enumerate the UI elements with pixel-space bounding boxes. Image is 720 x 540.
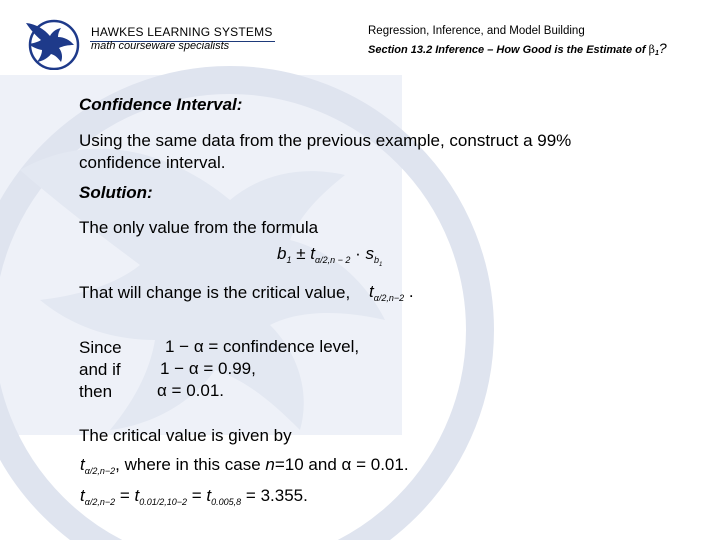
alpha-value: α = 0.01. xyxy=(341,455,409,474)
equation-confidence-level: 1 − α = confindence level, xyxy=(165,337,360,356)
equation-one-minus-alpha: 1 − α = 0.99, xyxy=(160,359,256,378)
beta-subscript: 1 xyxy=(654,50,659,57)
section-title xyxy=(368,40,667,57)
beta-symbol: β xyxy=(648,43,655,56)
problem-line-1: Using the same data from the previous example, construct a 99% xyxy=(79,131,572,150)
then-label: then xyxy=(79,382,113,401)
critical-value-line: $t_{\alpha/2,n-2}$, where in this case n=10 and α = 0.01. xyxy=(80,455,409,476)
company-name: HAWKES LEARNING SYSTEMS xyxy=(91,25,273,39)
confidence-interval-formula: $b_1 \pm t_{\alpha/2,n - 2} \cdot s_{b_1}$ xyxy=(277,244,383,268)
hawk-logo-icon xyxy=(24,18,82,70)
n-variable: n xyxy=(265,455,275,474)
n-value: =10 and xyxy=(274,455,337,474)
since-label: Since xyxy=(79,338,122,357)
solution-heading: Solution: xyxy=(79,183,153,202)
slide-header xyxy=(0,0,720,75)
critical-value-number: 3.355. xyxy=(260,486,308,505)
chapter-topic: Regression, Inference, and Model Building xyxy=(368,25,585,37)
company-tagline: math courseware specialists xyxy=(91,40,230,52)
where-text: , where in this case xyxy=(115,455,261,474)
critical-value-intro: That will change is the critical value, xyxy=(79,283,351,302)
and-if-label: and if xyxy=(79,360,121,379)
critical-value-result: $t_{\alpha/2,n-2} = t_{0.01/2,10-2} = t_{0.005,8} = 3.355$. xyxy=(80,486,308,507)
problem-line-2: confidence interval. xyxy=(79,153,226,172)
equation-alpha: α = 0.01. xyxy=(157,381,225,400)
critical-value-given: The critical value is given by xyxy=(79,426,292,445)
section-title-text: Section 13.2 Inference – How Good is the Estimate of xyxy=(368,44,649,56)
section-question-mark: ? xyxy=(658,40,667,56)
confidence-interval-heading: Confidence Interval: xyxy=(79,95,243,114)
formula-intro: The only value from the formula xyxy=(79,218,319,237)
critical-value-symbol: $t_{\alpha/2,n-2}$ . xyxy=(369,282,414,303)
